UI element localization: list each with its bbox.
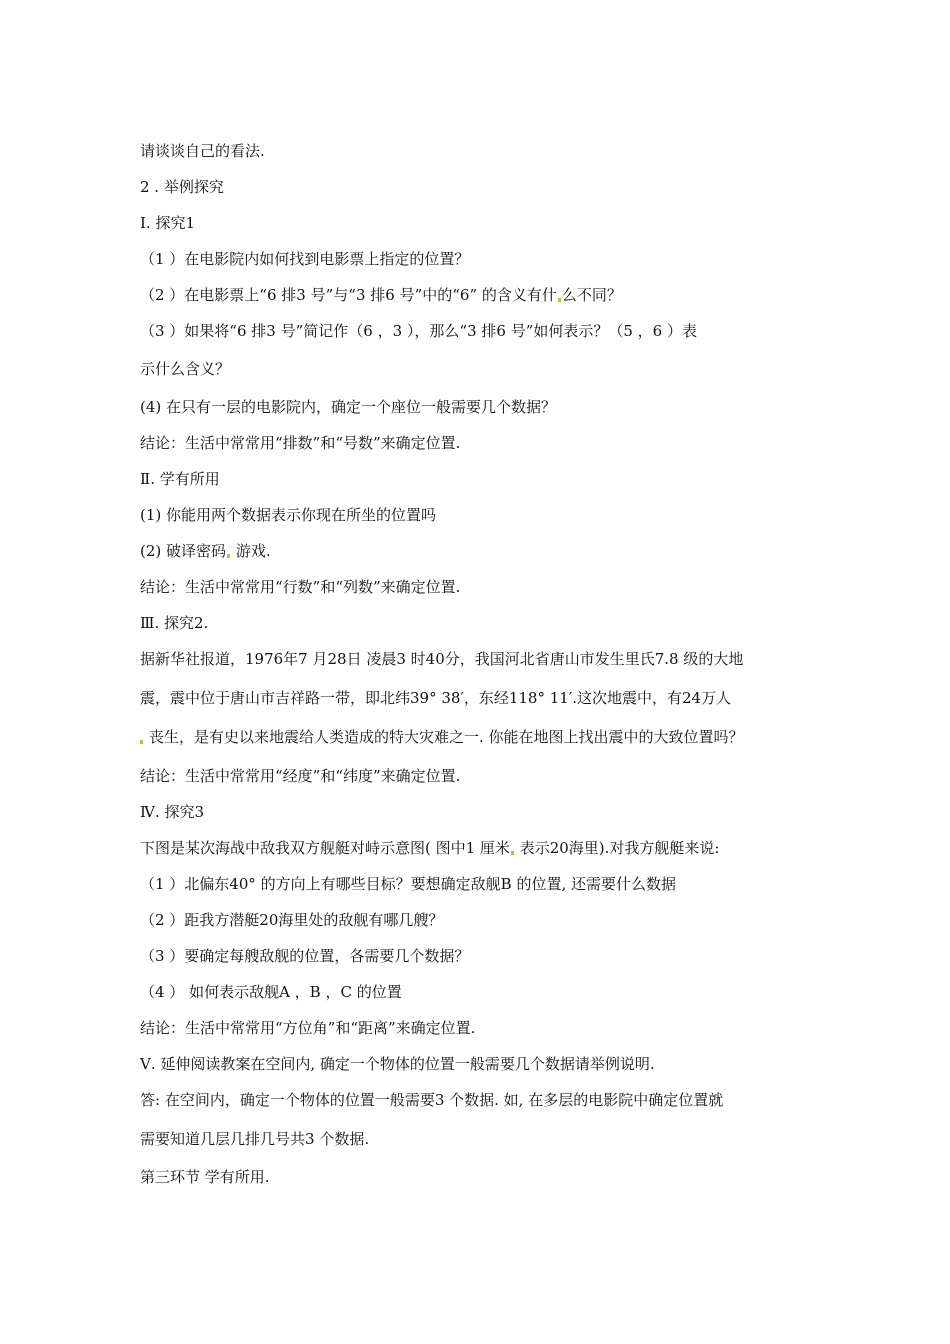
- line-text: 答: 在空间内，确定一个物体的位置一般需要3 个数据. 如, 在多层的电影院中确定位置就: [140, 1091, 724, 1109]
- line-text: (2) 破译密码: [140, 542, 227, 560]
- paragraph-line: [140, 649, 743, 669]
- line-text: 请谈谈自己的看法.: [140, 142, 265, 160]
- line-text: Ⅲ. 探究2.: [140, 614, 209, 632]
- section-heading: [140, 177, 224, 197]
- line-text: Ⅳ. 探究3: [140, 803, 205, 821]
- line-text: 结论：生活中常常用“经度”和“纬度”来确定位置.: [140, 767, 461, 785]
- line-text: 表示20海里).对我方舰艇来说:: [519, 839, 720, 857]
- line-text: Ⅱ. 学有所用: [140, 470, 220, 488]
- line-text: 震，震中位于唐山市吉祥路一带，即北纬39° 38′，东经118° 11′.这次地震中，有24万人: [140, 689, 732, 707]
- line-text: （4 ） 如何表示敌舰A ，B ，C 的位置: [140, 983, 402, 1001]
- paragraph-line: [140, 838, 719, 858]
- line-text: 丧生，是有史以来地震给人类造成的特大灾难之一. 你能在地图上找出震中的大致位置吗？: [149, 728, 744, 746]
- question-line: [140, 874, 676, 894]
- line-text: 下图是某次海战中敌我双方舰艇对峙示意图( 图中1 厘米: [140, 839, 510, 857]
- answer-line-continued: [140, 1129, 369, 1149]
- line-text: 需要知道几层几排几号共3 个数据.: [140, 1130, 370, 1148]
- answer-line: [140, 1090, 723, 1110]
- section-heading: [140, 1167, 270, 1187]
- conclusion-line: [140, 433, 460, 453]
- line-text: Ⅴ. 延伸阅读教案在空间内, 确定一个物体的位置一般需要几个数据请举例说明.: [140, 1055, 655, 1073]
- question-line: [140, 505, 436, 525]
- conclusion-line: [140, 766, 460, 786]
- subsection-heading: [140, 802, 204, 822]
- question-line: [140, 541, 271, 561]
- conclusion-line: [140, 1018, 475, 1038]
- highlight-mark: [227, 554, 230, 558]
- line-text: （1 ）北偏东40° 的方向上有哪些目标？要想确定敌舰B 的位置, 还需要什么数据: [140, 875, 676, 893]
- line-text: 么不同？: [561, 286, 622, 304]
- question-line: [140, 285, 622, 305]
- text-line: [140, 141, 265, 161]
- line-text: （2 ）距我方潜艇20海里处的敌舰有哪几艘？: [140, 911, 444, 929]
- line-text: （1 ）在电影院内如何找到电影票上指定的位置？: [140, 250, 470, 268]
- paragraph-line: [140, 727, 744, 747]
- question-line: [140, 982, 402, 1002]
- line-text: 据新华社报道，1976年7 月28日 凌晨3 时40分，我国河北省唐山市发生里氏7.8 级的大地: [140, 650, 744, 668]
- question-line: [140, 910, 443, 930]
- line-text: 游戏.: [235, 542, 271, 560]
- subsection-heading: [140, 1054, 655, 1074]
- highlight-mark: [140, 740, 143, 744]
- line-text: (4) 在只有一层的电影院内，确定一个座位一般需要几个数据？: [140, 398, 557, 416]
- question-line: [140, 249, 469, 269]
- line-text: （2 ）在电影票上“6 排3 号”与“3 排6 号”中的“6” 的含义有什: [140, 286, 557, 304]
- line-text: 示什么含义？: [140, 360, 231, 378]
- subsection-heading: [140, 613, 208, 633]
- line-text: 第三环节 学有所用.: [140, 1168, 270, 1186]
- line-text: （3 ）要确定每艘敌舰的位置，各需要几个数据？: [140, 947, 470, 965]
- highlight-mark: [511, 851, 514, 855]
- question-line: [140, 946, 469, 966]
- question-line: [140, 321, 697, 341]
- line-text: (1) 你能用两个数据表示你现在所坐的位置吗: [140, 506, 437, 524]
- line-text: 结论：生活中常常用“方位角”和“距离”来确定位置.: [140, 1019, 476, 1037]
- question-line-continued: [140, 359, 230, 379]
- line-text: 结论：生活中常常用“行数”和“列数”来确定位置.: [140, 578, 461, 596]
- subsection-heading: [140, 213, 195, 233]
- highlight-mark: [558, 298, 561, 302]
- line-text: 2 . 举例探究: [140, 178, 224, 196]
- subsection-heading: [140, 469, 220, 489]
- line-text: （3 ）如果将“6 排3 号”简记作（6 ，3 ），那么“3 排6 号”如何表示？（5 ，6 ）表: [140, 322, 697, 340]
- line-text: Ⅰ. 探究1: [140, 214, 196, 232]
- paragraph-line: [140, 688, 731, 708]
- question-line: [140, 397, 556, 417]
- conclusion-line: [140, 577, 460, 597]
- line-text: 结论：生活中常常用“排数”和“号数”来确定位置.: [140, 434, 461, 452]
